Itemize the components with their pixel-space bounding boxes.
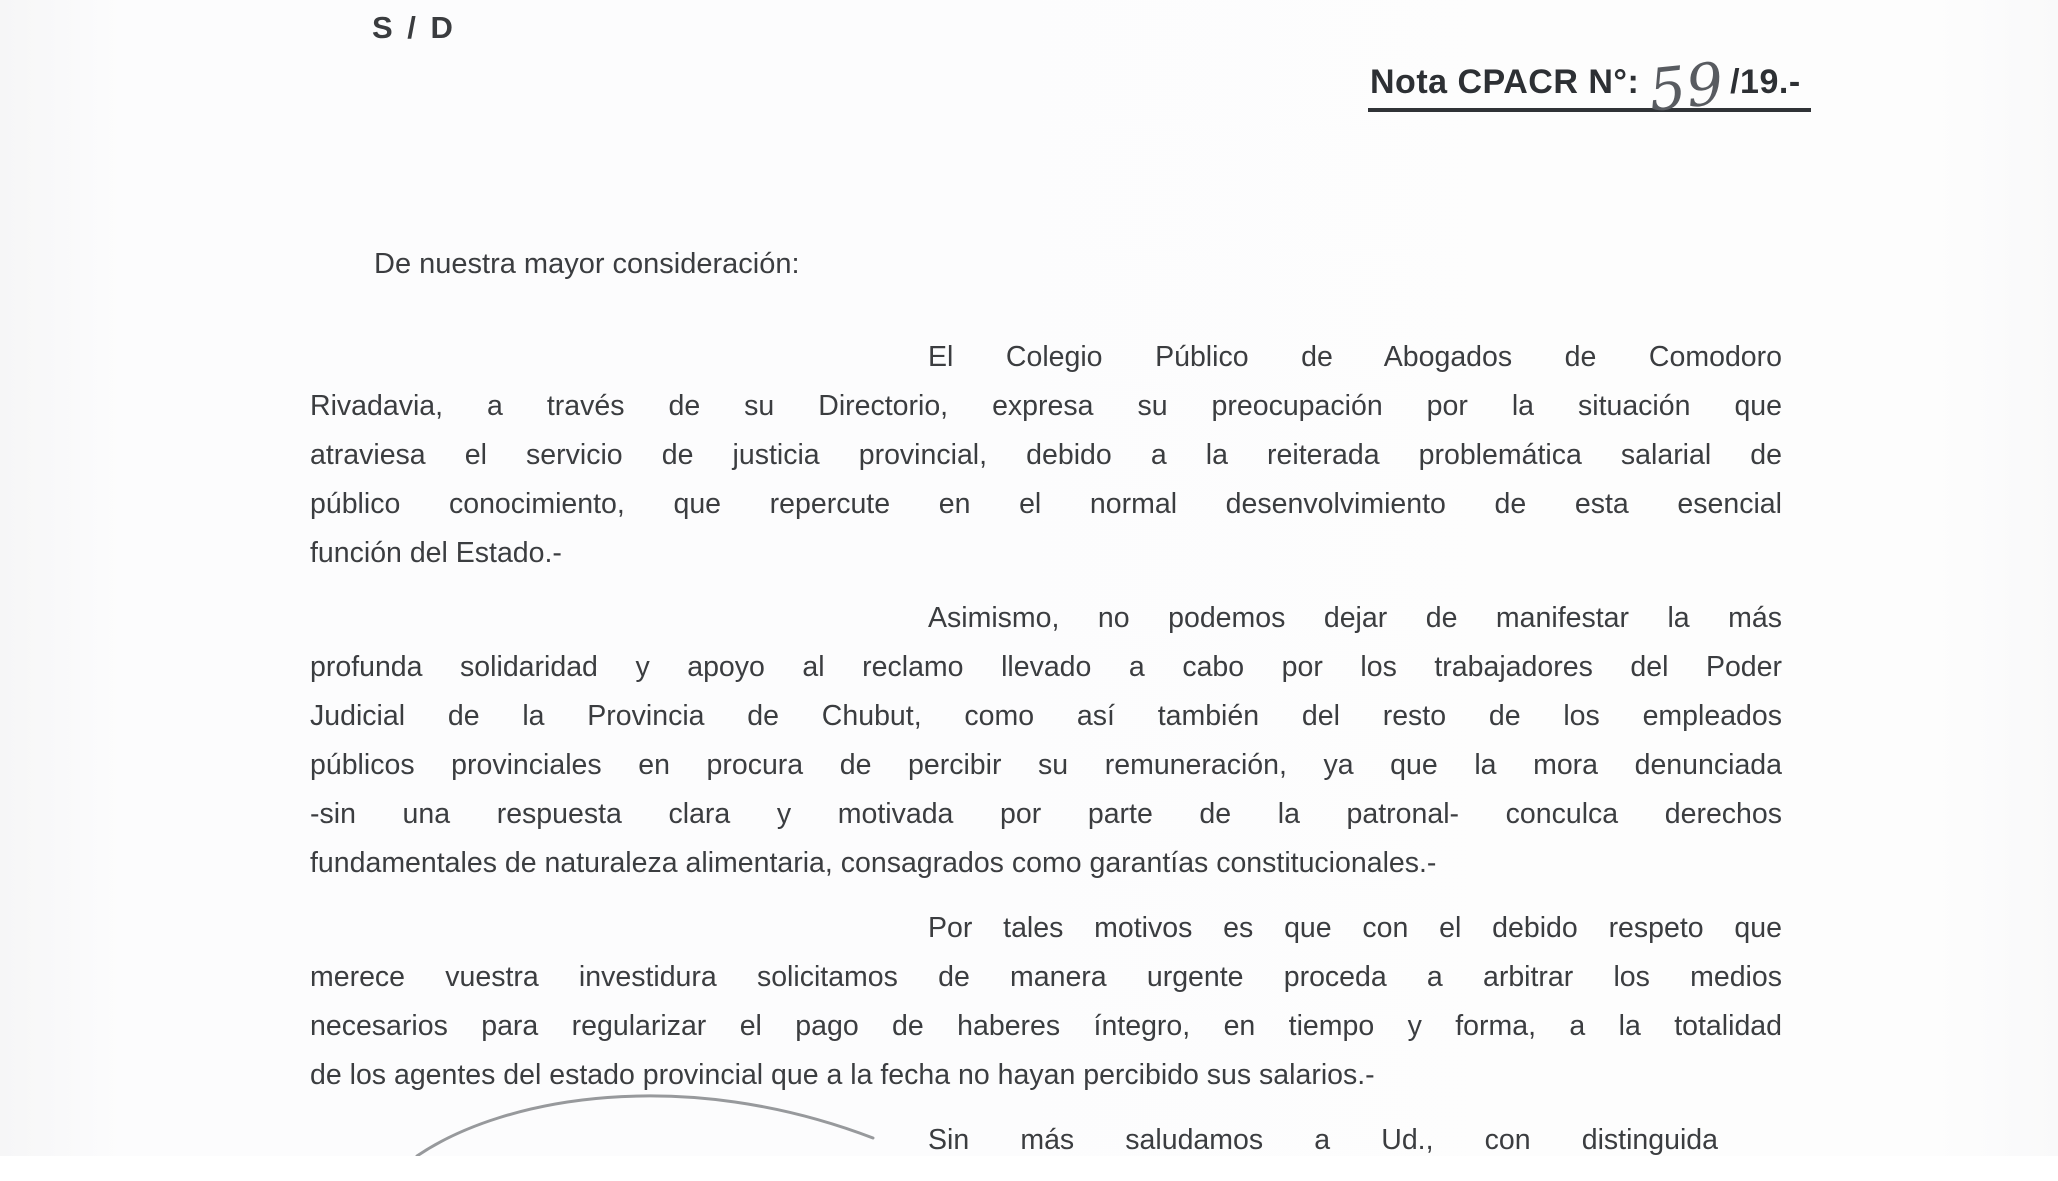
paragraph-line: de los agentes del estado provincial que a la fecha no hayan percibido sus salarios.- xyxy=(310,1059,1375,1091)
paragraph-line: Rivadavia, a través de su Directorio, expresa su preocupación por la situación que xyxy=(310,390,1782,422)
paragraph-line: función del Estado.- xyxy=(310,537,562,569)
paragraph xyxy=(310,333,1782,578)
paragraph xyxy=(310,594,1782,888)
paragraph-line: necesarios para regularizar el pago de haberes íntegro, en tiempo y forma, a la totalidad xyxy=(310,1010,1782,1042)
note-number-handwritten: 59 xyxy=(1645,49,1728,125)
note-suffix: /19.- xyxy=(1730,62,1801,101)
paragraph-line: públicos provinciales en procura de percibir su remuneración, ya que la mora denunciada xyxy=(310,749,1782,781)
paragraph-line: -sin una respuesta clara y motivada por parte de la patronal- conculca derechos xyxy=(310,798,1782,830)
note-reference-line xyxy=(1368,49,1811,125)
paragraph-line: atraviesa el servicio de justicia provincial, debido a la reiterada problemática salarial de xyxy=(310,439,1782,471)
paragraph-line: fundamentales de naturaleza alimentaria, consagrados como garantías constitucionales.- xyxy=(310,847,1437,879)
paragraph-line: Sin más saludamos a Ud., con distinguida xyxy=(928,1124,1718,1156)
paragraph-line: Asimismo, no podemos dejar de manifestar la más xyxy=(928,602,1782,634)
greeting-line: De nuestra mayor consideración: xyxy=(374,248,800,280)
paragraph-line: El Colegio Público de Abogados de Comodoro xyxy=(928,341,1782,373)
paragraph xyxy=(310,904,1782,1100)
paragraph-line: público conocimiento, que repercute en el normal desenvolvimiento de esta esencial xyxy=(310,488,1782,520)
paragraph-line: Por tales motivos es que con el debido respeto que xyxy=(928,912,1782,944)
paragraph-line: Judicial de la Provincia de Chubut, como así también del resto de los empleados xyxy=(310,700,1782,732)
letter-body xyxy=(310,333,1782,1181)
signature-stroke xyxy=(395,1082,885,1156)
paragraph-line: profunda solidaridad y apoyo al reclamo llevado a cabo por los trabajadores del Poder xyxy=(310,651,1782,683)
note-label: Nota CPACR N°: xyxy=(1370,62,1640,101)
paragraph-line: merece vuestra investidura solicitamos de manera urgente proceda a arbitrar los medios xyxy=(310,961,1782,993)
addressee-label: S / D xyxy=(372,10,456,45)
